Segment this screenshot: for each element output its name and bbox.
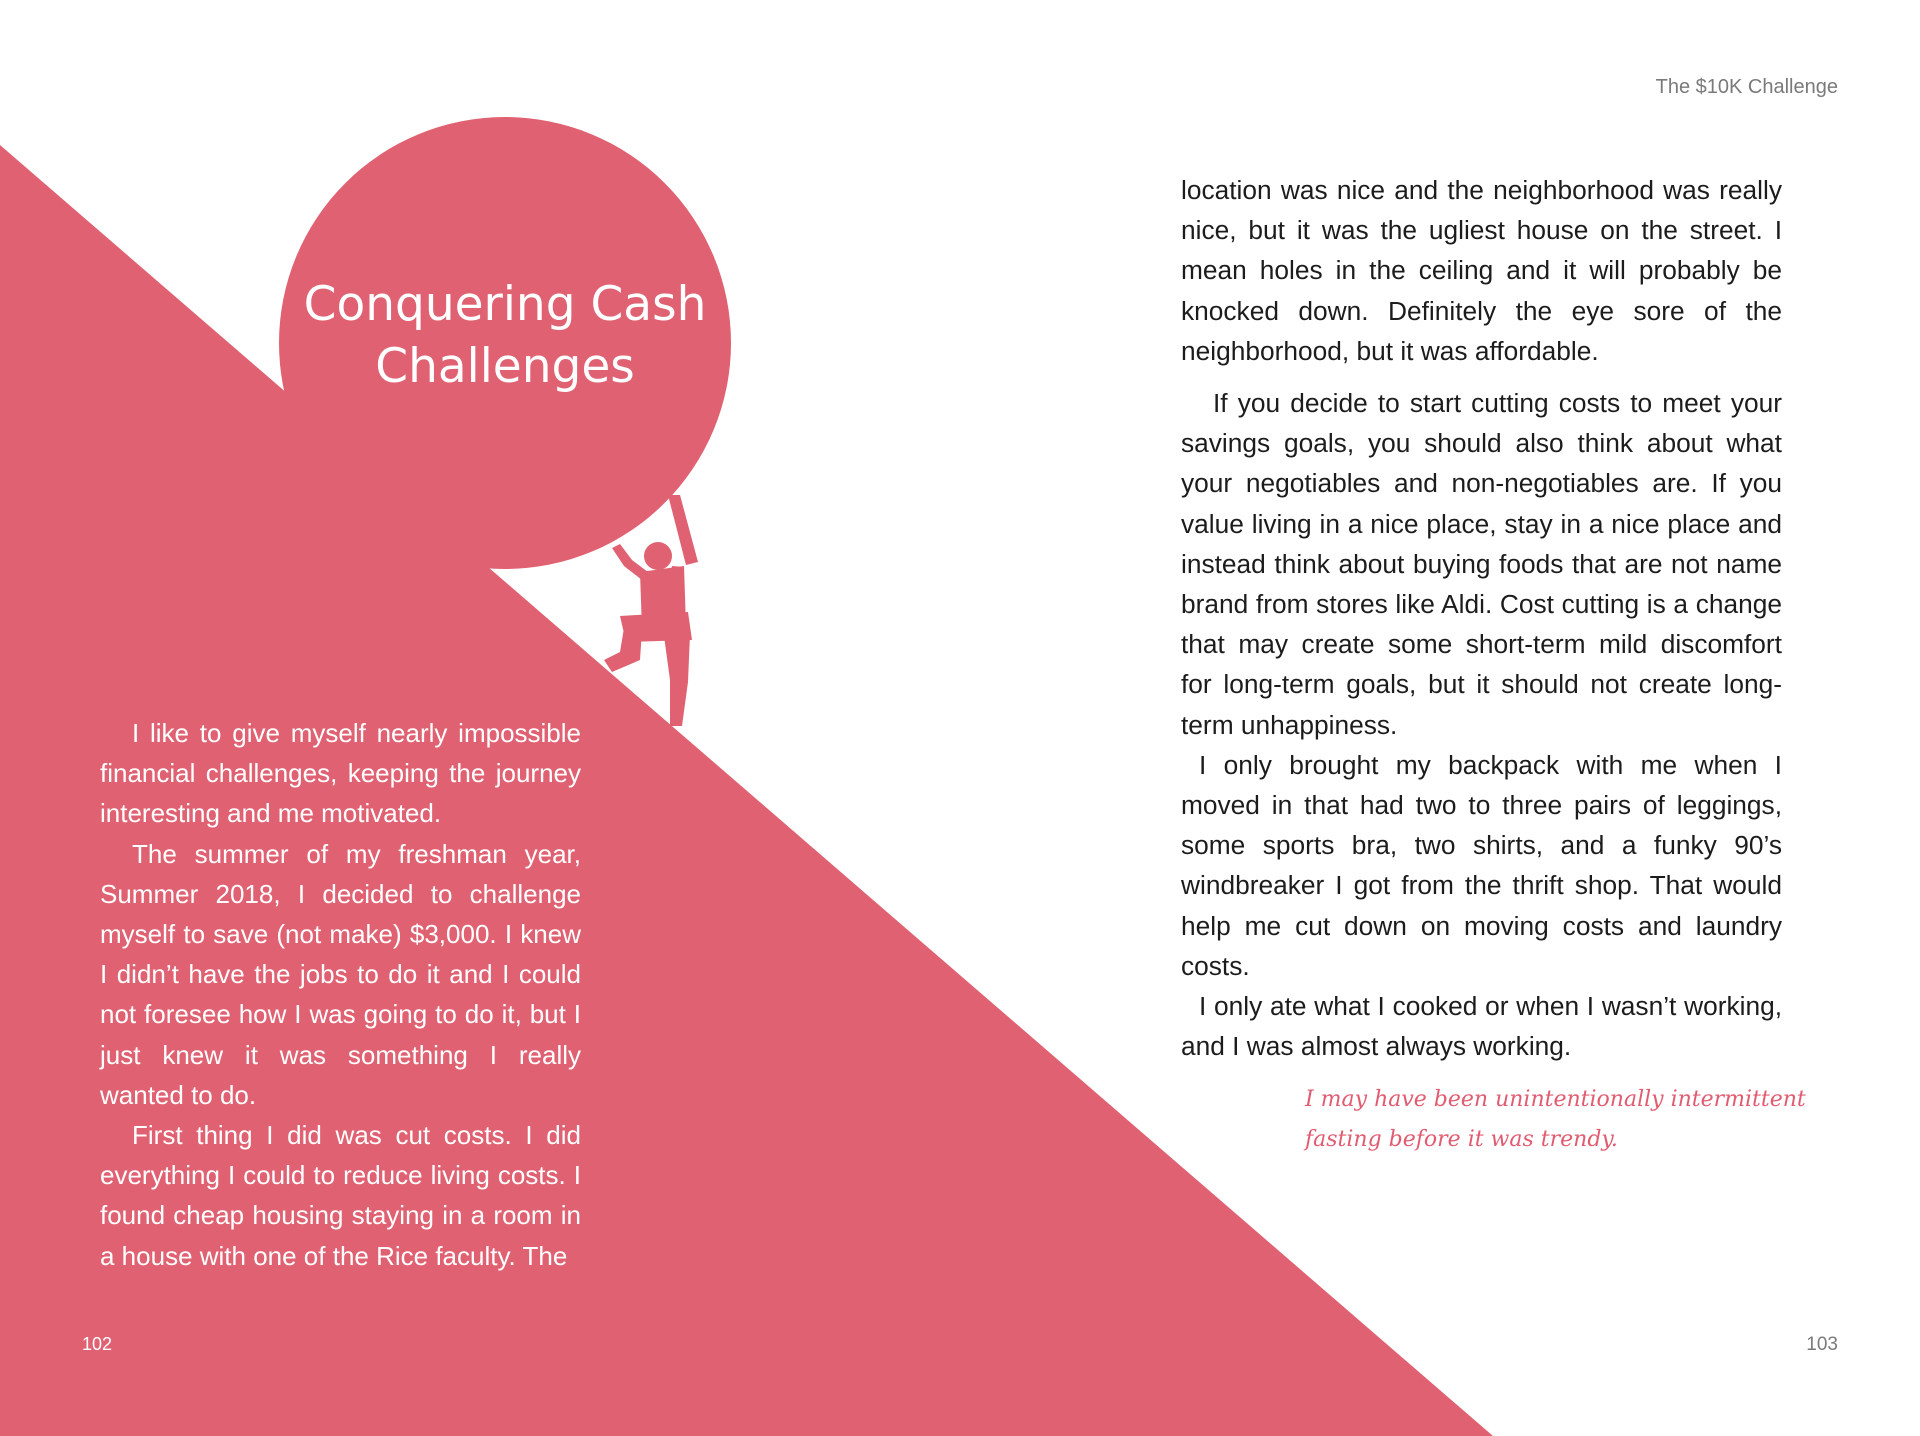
page-number-left: 102 (82, 1334, 113, 1354)
running-header: The $10K Challenge (1655, 76, 1838, 98)
right-page-body (1181, 170, 1782, 1066)
body-paragraph: I like to give myself nearly impossible financial challenges, keeping the journey interesting and me motivated. (100, 718, 581, 829)
page-number-right: 103 (1806, 1334, 1838, 1355)
body-paragraph: First thing I did was cut costs. I did everything I could to reduce living costs. I found cheap housing staying in a room in a house with one of the Rice faculty. The (100, 1120, 581, 1271)
chapter-title-line-1: Conquering Cash (303, 277, 707, 332)
body-paragraph: The summer of my freshman year, Summer 2018, I decided to challenge myself to save (not make) $3,000. I knew I didn’t have the jobs to do it and I could not foresee how I was going to do it, but I just knew it was something I really wanted to do. (100, 838, 581, 1110)
side-note-line: I may have been unintentionally intermittent (1305, 1087, 1806, 1112)
body-paragraph: I only ate what I cooked or when I wasn’t working, and I was almost always working. (1181, 991, 1782, 1062)
body-paragraph: If you decide to start cutting costs to meet your savings goals, you should also think about what your negotiables and non-negotiables are. If you value living in a nice place, stay in a nice place and instead think about buying foods that are not name brand from stores like Aldi. Cost cutting is a change that may create some short-term mild discomfort for long-term goals, but it should not create long-term unhappiness. (1181, 388, 1782, 740)
body-paragraph: location was nice and the neighborhood was really nice, but it was the ugliest house on the street. I mean holes in the ceiling and it will probably be knocked down. Definitely the eye sore of the neighborhood, but it was affordable. (1181, 175, 1782, 366)
chapter-title (280, 274, 730, 398)
left-page-body (100, 713, 581, 1276)
body-paragraph: I only brought my backpack with me when I moved in that had two to three pairs of leggings, some sports bra, two shirts, and a funky 90’s windbreaker I got from the thrift shop. That would help me cut down on moving costs and laundry costs. (1181, 749, 1782, 981)
chapter-title-line-2: Challenges (375, 339, 635, 394)
handwritten-side-note (1305, 1080, 1825, 1160)
side-note-line: fasting before it was trendy. (1305, 1127, 1618, 1152)
